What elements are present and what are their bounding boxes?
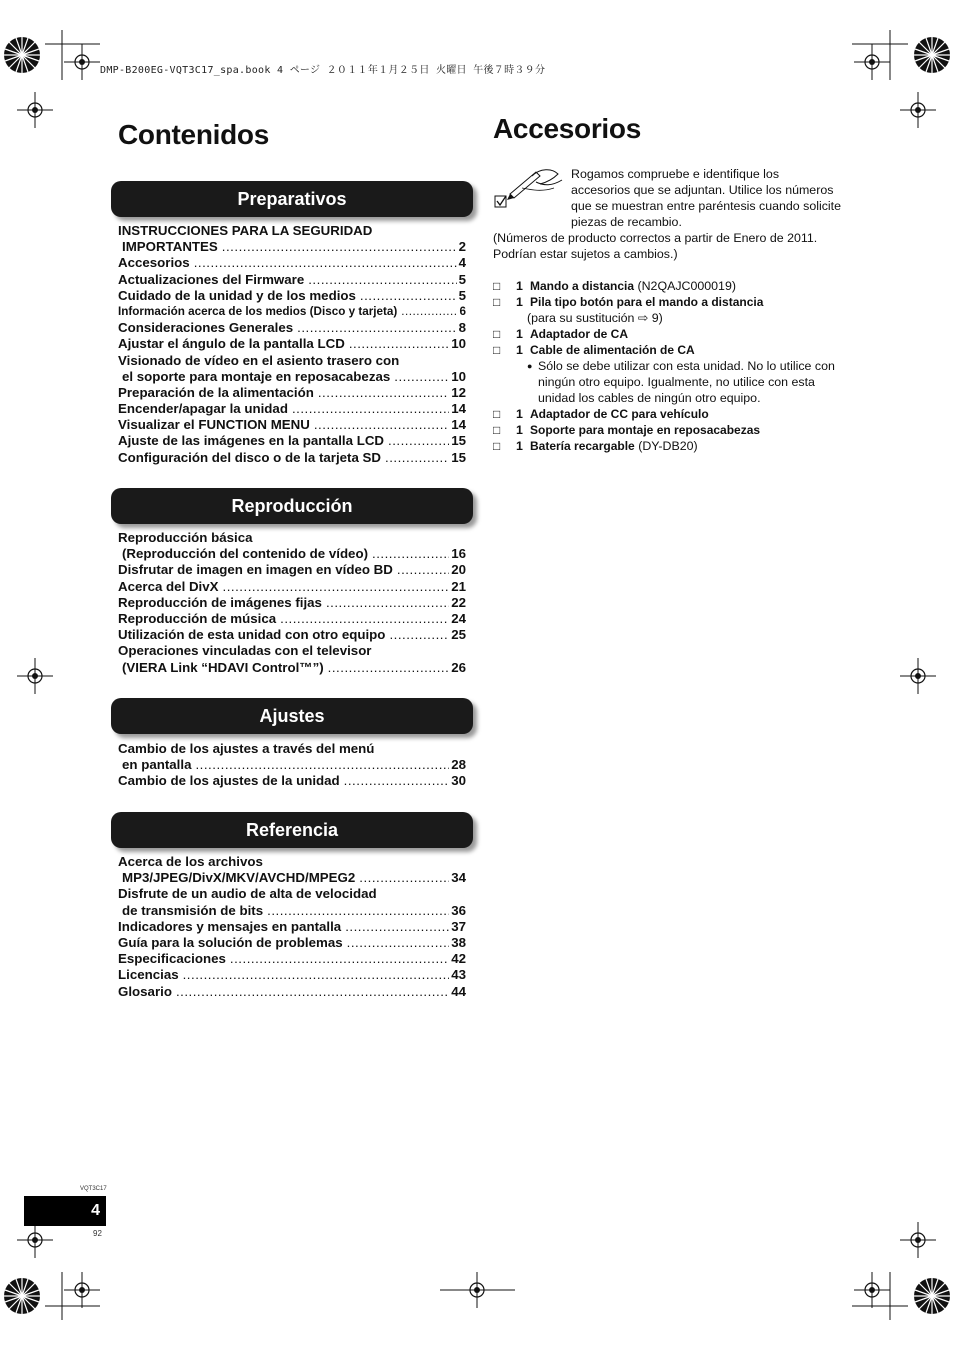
toc-entry[interactable]: Configuración del disco o de la tarjeta SD ..... 15 <box>118 450 466 466</box>
toc-entry[interactable]: Operaciones vinculadas con el televisor <box>118 643 372 659</box>
accessory-note: (para su sustitución ⇨ 9) <box>527 311 663 325</box>
toc-entry[interactable]: Reproducción de imágenes fijas ..... 22 <box>118 595 466 611</box>
toc-entry[interactable]: Guía para la solución de problemas ..... 38 <box>118 935 466 951</box>
accessories-title: Accesorios <box>493 113 641 144</box>
toc-entry[interactable]: en pantalla ..... 28 <box>118 757 466 773</box>
toc-entry[interactable]: Licencias ..... 43 <box>118 967 466 983</box>
checkbox-icon: □ <box>493 407 501 421</box>
toc-entry[interactable]: el soporte para montaje en reposacabezas ..... 10 <box>118 369 466 385</box>
checkbox-icon: □ <box>493 327 501 341</box>
toc-entry[interactable]: (VIERA Link “HDAVI Control™”) ..... 26 <box>118 660 466 676</box>
page-number: 4 <box>24 1196 106 1226</box>
arrow-right-icon: ⇨ <box>637 311 649 325</box>
section-header-ajustes: Ajustes <box>111 698 473 734</box>
accessory-item: □ 1 Cable de alimentación de CA <box>493 343 695 357</box>
toc-preparativos <box>118 223 466 466</box>
checklist-pencil-icon <box>492 166 566 210</box>
toc-ajustes <box>118 741 466 790</box>
toc-entry[interactable]: Reproducción básica <box>118 530 253 545</box>
toc-entry[interactable]: (Reproducción del contenido de vídeo) ..... 16 <box>118 546 466 562</box>
toc-entry[interactable]: Glosario ..... 44 <box>118 984 466 1000</box>
toc-entry[interactable]: de transmisión de bits ..... 36 <box>118 903 466 919</box>
bullet-icon: ● <box>527 361 533 371</box>
toc-entry[interactable]: Acerca del DivX ..... 21 <box>118 579 466 595</box>
toc-entry[interactable]: MP3/JPEG/DivX/MKV/AVCHD/MPEG2 ..... 34 <box>118 870 466 886</box>
toc-entry[interactable]: Visualizar el FUNCTION MENU ..... 14 <box>118 417 466 433</box>
document-code: VQT3C17 <box>80 1186 107 1192</box>
toc-reproduccion <box>118 530 466 676</box>
accessory-item: □ 1 Adaptador de CA <box>493 327 629 341</box>
accessories-intro: Rogamos compruebe e identifique los accesorios que se adjuntan. Utilice los números que se muestran entre paréntesis cuando solicite piezas de recambio. <box>571 167 841 229</box>
toc-entry[interactable]: Utilización de esta unidad con otro equipo ..... 25 <box>118 627 466 643</box>
toc-entry[interactable]: Preparación de la alimentación ..... 12 <box>118 385 466 401</box>
toc-entry[interactable]: Consideraciones Generales ..... 8 <box>118 320 466 336</box>
toc-entry[interactable]: Información acerca de los medios (Disco y tarjeta) ..... 6 <box>118 304 466 320</box>
toc-entry[interactable]: Cuidado de la unidad y de los medios ..... 5 <box>118 288 466 304</box>
accessory-item: □ 1 Mando a distancia (N2QAJC000019) <box>493 279 736 293</box>
accessory-item: □ 1 Batería recargable (DY-DB20) <box>493 439 698 453</box>
checkbox-icon: □ <box>493 343 501 357</box>
toc-entry[interactable]: Cambio de los ajustes de la unidad ..... 30 <box>118 773 466 789</box>
section-header-referencia: Referencia <box>111 812 473 848</box>
checkbox-icon: □ <box>493 279 501 293</box>
toc-entry[interactable]: Disfrutar de imagen en imagen en vídeo BD ..... 20 <box>118 562 466 578</box>
accessory-item: □ 1 Soporte para montaje en reposacabezas <box>493 423 761 437</box>
print-header-line: DMP-B200EG-VQT3C17_spa.book 4 ページ ２０１１年１月２５日 火曜日 午後７時３９分 <box>100 65 546 76</box>
contents-title: Contenidos <box>118 119 269 150</box>
section-header-reproduccion: Reproducción <box>111 488 473 524</box>
accessories-list <box>493 278 863 454</box>
toc-entry[interactable]: Especificaciones ..... 42 <box>118 951 466 967</box>
accessory-note: ● Sólo se debe utilizar con esta unidad. No lo utilice con ningún otro equipo. Igualmente, no utilice con esta unidad los cables de ningún otro equipo. <box>527 359 835 405</box>
toc-entry[interactable]: Actualizaciones del Firmware ..... 5 <box>118 272 466 288</box>
toc-entry[interactable]: IMPORTANTES ..... 2 <box>118 239 466 255</box>
toc-entry[interactable]: Disfrute de un audio de alta de velocidad <box>118 886 377 902</box>
sub-page-number: 92 <box>93 1229 102 1238</box>
toc-entry[interactable]: Indicadores y mensajes en pantalla ..... 37 <box>118 919 466 935</box>
section-header-preparativos: Preparativos <box>111 181 473 217</box>
toc-entry[interactable]: Accesorios ..... 4 <box>118 255 466 271</box>
toc-entry[interactable]: INSTRUCCIONES PARA LA SEGURIDAD <box>118 223 373 238</box>
toc-referencia <box>118 854 466 1000</box>
accessory-item: □ 1 Pila tipo botón para el mando a distancia <box>493 295 764 309</box>
toc-entry[interactable]: Ajustar el ángulo de la pantalla LCD ..... 10 <box>118 336 466 352</box>
accessory-item: □ 1 Adaptador de CC para vehículo <box>493 407 709 421</box>
toc-entry[interactable]: Acerca de los archivos <box>118 854 263 869</box>
checkbox-icon: □ <box>493 439 501 453</box>
toc-entry[interactable]: Encender/apagar la unidad ..... 14 <box>118 401 466 417</box>
part-number-note: (Números de producto correctos a partir de Enero de 2011. Podrían estar sujetos a cambios.) <box>493 231 818 261</box>
toc-entry[interactable]: Cambio de los ajustes a través del menú <box>118 741 375 756</box>
toc-entry[interactable]: Ajuste de las imágenes en la pantalla LCD ..... 15 <box>118 433 466 449</box>
checkbox-icon: □ <box>493 423 501 437</box>
checkbox-icon: □ <box>493 295 501 309</box>
toc-entry[interactable]: Reproducción de música ..... 24 <box>118 611 466 627</box>
toc-entry[interactable]: Visionado de vídeo en el asiento trasero con <box>118 352 400 368</box>
